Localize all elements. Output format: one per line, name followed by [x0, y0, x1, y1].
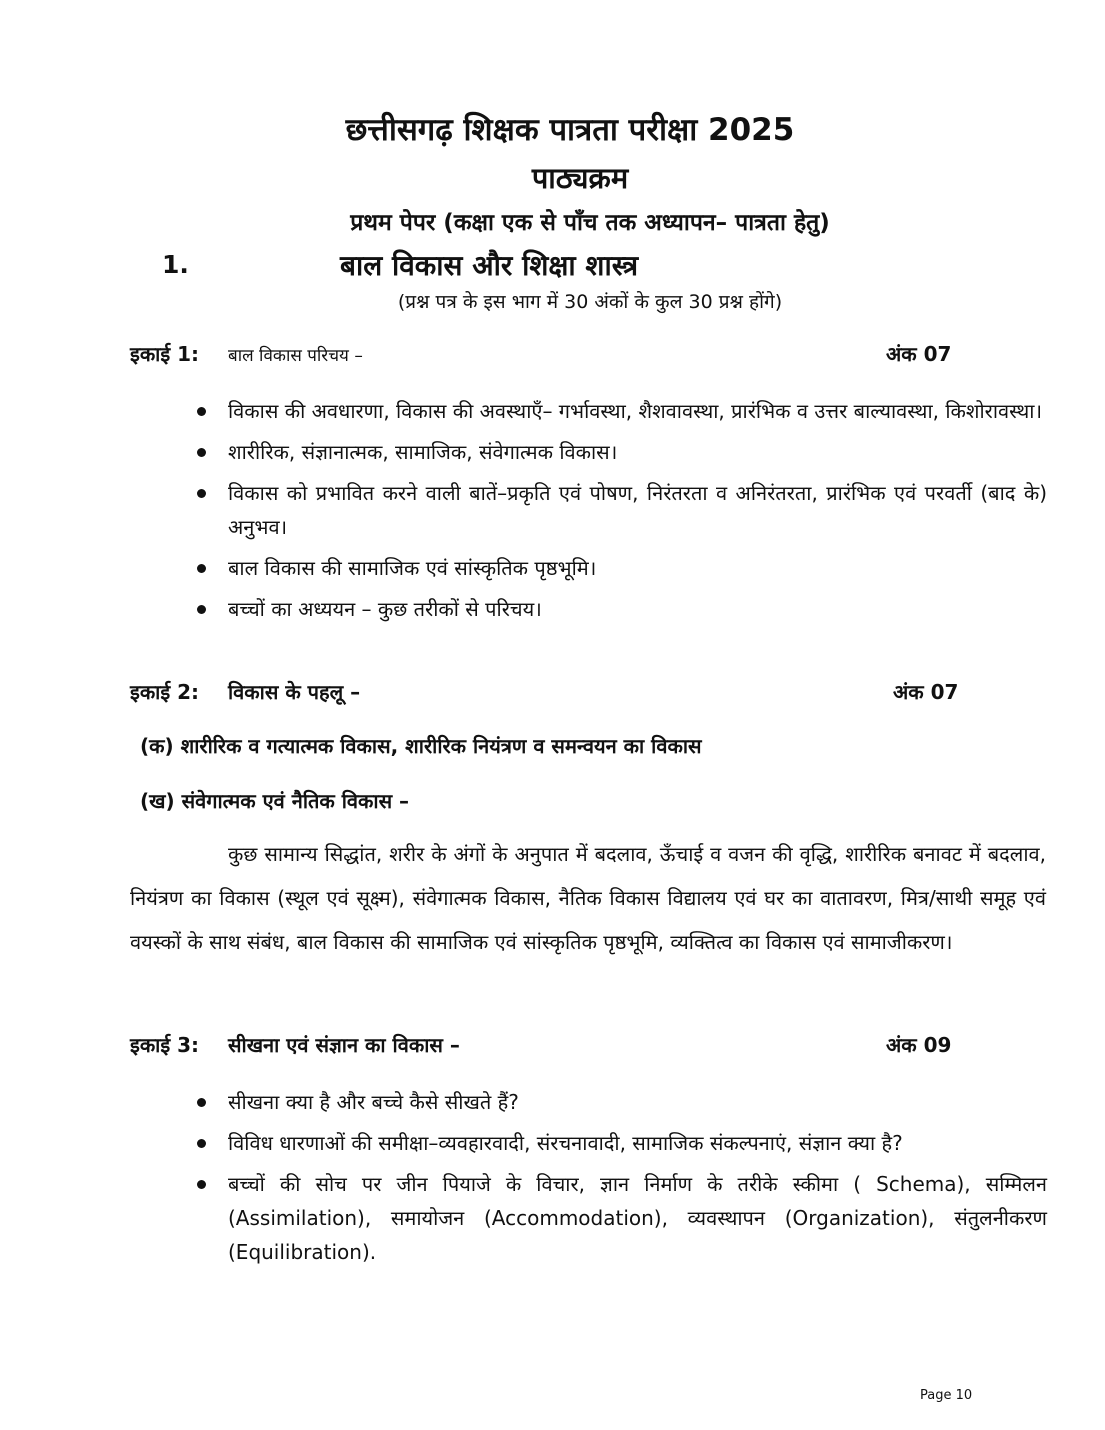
unit-2-paragraph: कुछ सामान्य सिद्धांत, शरीर के अंगों के अनुपात में बदलाव, ऊँचाई व वजन की वृद्धि, शारीरिक बनावट में बदलाव, नियंत्रण का विकास (स्थूल एवं सूक्ष्म), संवेगात्मक विकास, नैतिक विकास विद्यालय एवं घर का वातावरण, मित्र/साथी समूह एवं वयस्कों के साथ संबंध, बाल विकास की सामाजिक एवं सांस्कृतिक पृष्ठभूमि, व्यक्तित्व का विकास एवं सामाजीकरण। [130, 842, 1046, 954]
unit-3-marks: अंक 09 [886, 1033, 952, 1057]
list-item: बच्चों का अध्ययन – कुछ तरीकों से परिचय। [195, 592, 1047, 626]
unit-3-label: इकाई 3: [130, 1033, 200, 1057]
list-item: बाल विकास की सामाजिक एवं सांस्कृतिक पृष्ठभूमि। [195, 551, 1047, 585]
list-item: विकास की अवधारणा, विकास की अवस्थाएँ– गर्भावस्था, शैशवावस्था, प्रारंभिक व उत्तर बाल्यावस्था, किशोरावस्था। [195, 394, 1047, 428]
section-note: (प्रश्न पत्र के इस भाग में 30 अंकों के कुल 30 प्रश्न होंगे) [397, 291, 783, 313]
paper-heading: प्रथम पेपर (कक्षा एक से पाँच तक अध्यापन– पात्रता हेतु) [350, 210, 830, 236]
unit-2-subsection-a: (क) शारीरिक व गत्यात्मक विकास, शारीरिक नियंत्रण व समन्वयन का विकास [140, 734, 702, 758]
unit-2-label: इकाई 2: [130, 680, 200, 704]
unit-2-title: विकास के पहलू – [228, 680, 361, 704]
syllabus-heading: पाठ्यक्रम [531, 161, 629, 195]
unit-1-label: इकाई 1: [130, 342, 200, 366]
unit-3-topic-list [195, 1085, 1047, 1276]
list-item: सीखना क्या है और बच्चे कैसे सीखते हैं? [195, 1085, 1047, 1119]
unit-1-title: बाल विकास परिचय – [228, 346, 363, 366]
list-item: शारीरिक, संज्ञानात्मक, सामाजिक, संवेगात्मक विकास। [195, 435, 1047, 469]
unit-1-topic-list [195, 394, 1047, 633]
unit-1-marks: अंक 07 [886, 342, 952, 366]
document-title: छत्तीसगढ़ शिक्षक पात्रता परीक्षा 2025 [345, 112, 795, 148]
list-item: विकास को प्रभावित करने वाली बातें–प्रकृति एवं पोषण, निरंतरता व अनिरंतरता, प्रारंभिक एवं परवर्ती (बाद के) अनुभव। [195, 476, 1047, 544]
unit-2-marks: अंक 07 [893, 680, 959, 704]
section-title: बाल विकास और शिक्षा शास्त्र [340, 249, 639, 282]
list-item: बच्चों की सोच पर जीन पियाजे के विचार, ज्ञान निर्माण के तरीके स्कीमा ( Schema), सम्मिलन (Assimilation), समायोजन (Accommodation), व्यवस्थापन (Organization), संतुलनीकरण (Equilibration). [195, 1167, 1047, 1269]
page-number: Page 10 [920, 1388, 973, 1403]
unit-3-title: सीखना एवं संज्ञान का विकास – [228, 1033, 460, 1057]
unit-2-subsection-b: (ख) संवेगात्मक एवं नैतिक विकास – [140, 789, 410, 813]
section-number: 1. [162, 250, 189, 279]
list-item: विविध धारणाओं की समीक्षा–व्यवहारवादी, संरचनावादी, सामाजिक संकल्पनाएं, संज्ञान क्या है? [195, 1126, 1047, 1160]
